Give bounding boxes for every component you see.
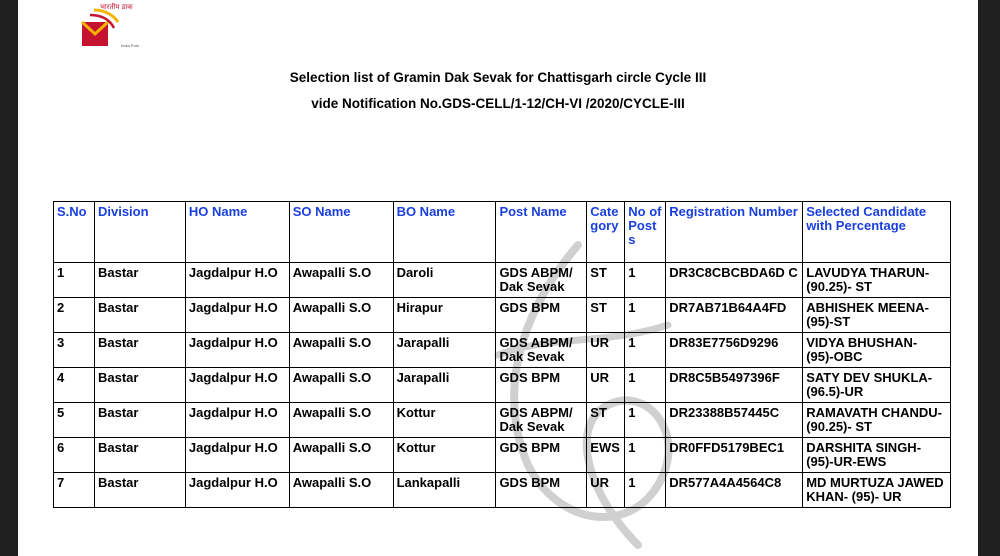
cell-bo-name: Kottur (393, 438, 496, 473)
cell-no-of-posts: 1 (625, 368, 666, 403)
header-ho-name: HO Name (185, 202, 289, 263)
notification-reference: vide Notification No.GDS-CELL/1-12/CH-VI /2020/CYCLE-III (311, 96, 685, 111)
cell-category: ST (587, 263, 625, 298)
cell-division: Bastar (94, 263, 185, 298)
selection-table (53, 201, 951, 508)
cell-registration-number: DR577A4A4564C8 (666, 473, 803, 508)
header-category: Cate gory (587, 202, 625, 263)
cell-bo-name: Jarapalli (393, 333, 496, 368)
cell-selected-candidate: ABHISHEK MEENA- (95)-ST (803, 298, 951, 333)
table-row (54, 333, 951, 368)
cell-post-name: GDS BPM (496, 473, 587, 508)
cell-selected-candidate: RAMAVATH CHANDU- (90.25)- ST (803, 403, 951, 438)
cell-bo-name: Kottur (393, 403, 496, 438)
cell-registration-number: DR3C8CBCBDA6D C (666, 263, 803, 298)
cell-division: Bastar (94, 403, 185, 438)
cell-bo-name: Lankapalli (393, 473, 496, 508)
cell-division: Bastar (94, 368, 185, 403)
document-page (18, 0, 978, 556)
cell-so-name: Awapalli S.O (289, 438, 393, 473)
cell-so-name: Awapalli S.O (289, 333, 393, 368)
logo-english-text: India Post (121, 43, 139, 48)
cell-sno: 5 (54, 403, 95, 438)
cell-ho-name: Jagdalpur H.O (185, 333, 289, 368)
cell-ho-name: Jagdalpur H.O (185, 473, 289, 508)
cell-so-name: Awapalli S.O (289, 368, 393, 403)
header-registration-number: Registration Number (666, 202, 803, 263)
table-row (54, 368, 951, 403)
cell-selected-candidate: LAVUDYA THARUN- (90.25)- ST (803, 263, 951, 298)
cell-post-name: GDS BPM (496, 368, 587, 403)
cell-category: EWS (587, 438, 625, 473)
cell-sno: 6 (54, 438, 95, 473)
cell-no-of-posts: 1 (625, 333, 666, 368)
cell-sno: 1 (54, 263, 95, 298)
cell-category: UR (587, 333, 625, 368)
cell-ho-name: Jagdalpur H.O (185, 438, 289, 473)
table-row (54, 263, 951, 298)
cell-so-name: Awapalli S.O (289, 298, 393, 333)
cell-sno: 2 (54, 298, 95, 333)
cell-post-name: GDS ABPM/ Dak Sevak (496, 263, 587, 298)
cell-so-name: Awapalli S.O (289, 473, 393, 508)
cell-ho-name: Jagdalpur H.O (185, 368, 289, 403)
cell-selected-candidate: SATY DEV SHUKLA- (96.5)-UR (803, 368, 951, 403)
cell-division: Bastar (94, 473, 185, 508)
cell-registration-number: DR0FFD5179BEC1 (666, 438, 803, 473)
cell-ho-name: Jagdalpur H.O (185, 403, 289, 438)
cell-bo-name: Hirapur (393, 298, 496, 333)
cell-ho-name: Jagdalpur H.O (185, 263, 289, 298)
cell-division: Bastar (94, 333, 185, 368)
cell-no-of-posts: 1 (625, 298, 666, 333)
cell-no-of-posts: 1 (625, 438, 666, 473)
cell-no-of-posts: 1 (625, 263, 666, 298)
table-row (54, 298, 951, 333)
cell-category: UR (587, 473, 625, 508)
cell-registration-number: DR83E7756D9296 (666, 333, 803, 368)
cell-so-name: Awapalli S.O (289, 403, 393, 438)
header-post-name: Post Name (496, 202, 587, 263)
cell-post-name: GDS BPM (496, 298, 587, 333)
header-sno: S.No (54, 202, 95, 263)
cell-post-name: GDS ABPM/ Dak Sevak (496, 333, 587, 368)
table-row (54, 403, 951, 438)
cell-no-of-posts: 1 (625, 403, 666, 438)
table-row (54, 473, 951, 508)
table-header-row (54, 202, 951, 263)
table-row (54, 438, 951, 473)
cell-category: ST (587, 298, 625, 333)
cell-post-name: GDS ABPM/ Dak Sevak (496, 403, 587, 438)
cell-category: ST (587, 403, 625, 438)
document-title: Selection list of Gramin Dak Sevak for Chattisgarh circle Cycle III (289, 70, 707, 85)
logo-hindi-text: भारतीय डाक (100, 3, 133, 11)
cell-no-of-posts: 1 (625, 473, 666, 508)
cell-selected-candidate: DARSHITA SINGH- (95)-UR-EWS (803, 438, 951, 473)
cell-sno: 4 (54, 368, 95, 403)
cell-so-name: Awapalli S.O (289, 263, 393, 298)
cell-category: UR (587, 368, 625, 403)
cell-bo-name: Jarapalli (393, 368, 496, 403)
cell-post-name: GDS BPM (496, 438, 587, 473)
cell-sno: 7 (54, 473, 95, 508)
cell-sno: 3 (54, 333, 95, 368)
cell-division: Bastar (94, 298, 185, 333)
cell-ho-name: Jagdalpur H.O (185, 298, 289, 333)
cell-selected-candidate: VIDYA BHUSHAN- (95)-OBC (803, 333, 951, 368)
cell-registration-number: DR8C5B5497396F (666, 368, 803, 403)
header-bo-name: BO Name (393, 202, 496, 263)
cell-division: Bastar (94, 438, 185, 473)
cell-bo-name: Daroli (393, 263, 496, 298)
header-division: Division (94, 202, 185, 263)
header-no-of-posts: No of Post s (625, 202, 666, 263)
header-selected-candidate: Selected Candidate with Percentage (803, 202, 951, 263)
cell-registration-number: DR7AB71B64A4FD (666, 298, 803, 333)
cell-selected-candidate: MD MURTUZA JAWED KHAN- (95)- UR (803, 473, 951, 508)
cell-registration-number: DR23388B57445C (666, 403, 803, 438)
header-so-name: SO Name (289, 202, 393, 263)
